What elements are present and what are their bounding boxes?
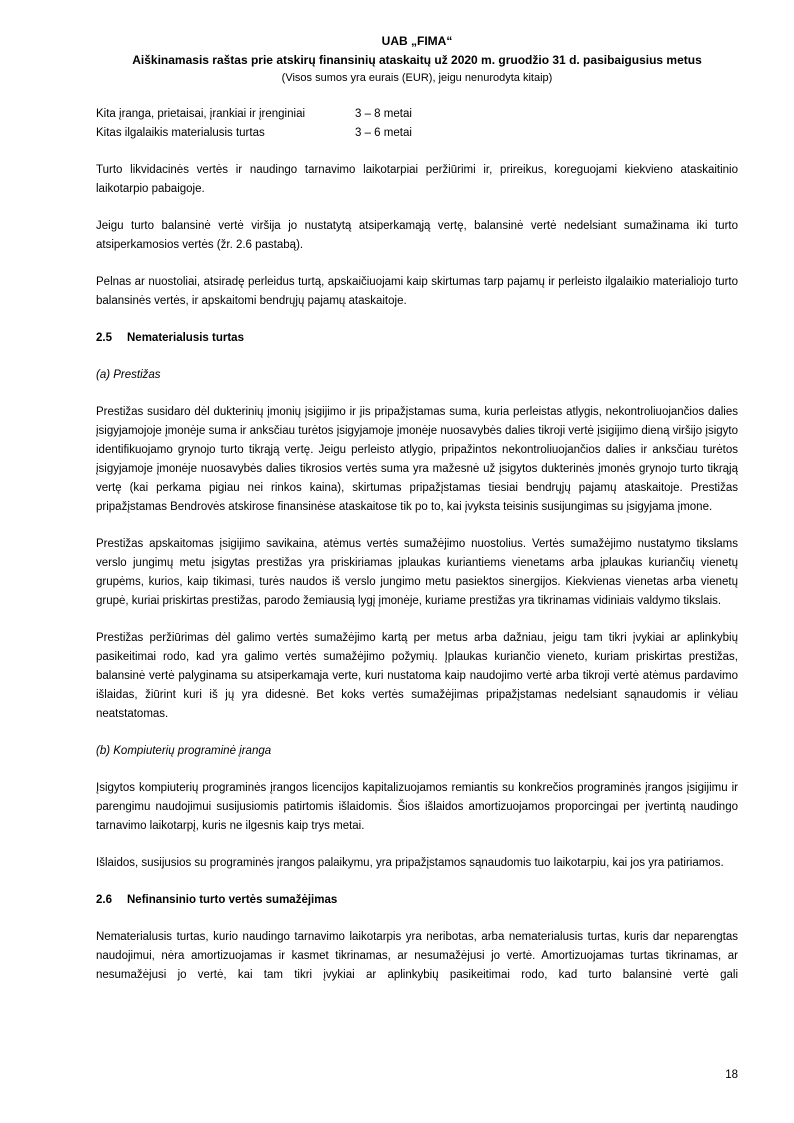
subheading-computer-software: (b) Kompiuterių programinė įranga [96, 745, 272, 757]
useful-life-table [96, 105, 738, 143]
section-heading-2-5 [96, 329, 738, 348]
paragraph-nonfinancial-impairment: Nematerialusis turtas, kurio naudingo tarnavimo laikotarpis yra neribotas, arba nematerialusis turtas, kuris dar neparengtas naudojimui, nėra amortizuojamas ir kasmet tikrinamas, ar nesumažėjusi jo vertė. Amortizuojamas turtas tikrinamas, ar nesumažėjusi jo vertė, kai tam tikri įvykiai ar aplinkybių pasikeitimai rodo, kad turto balansinė vertė gali [96, 931, 738, 981]
paragraph-disposal-gains: Pelnas ar nuostoliai, atsiradę perleidus turtą, apskaičiuojami kaip skirtumas tarp pajamų ir perleisto ilgalaikio materialiojo turto balansinės vertės, ir apskaitomi bendrųjų pajamų ataskaitoje. [96, 276, 738, 307]
page-number: 18 [725, 1069, 738, 1081]
paragraph-liquidation-values: Turto likvidacinės vertės ir naudingo tarnavimo laikotarpiai peržiūrimi ir, prireikus, koreguojami kiekvieno ataskaitinio laikotarpio pabaigoje. [96, 164, 738, 195]
section-number: 2.6 [96, 894, 112, 906]
subheading-goodwill: (a) Prestižas [96, 369, 161, 381]
document-header [96, 32, 738, 87]
company-name: UAB „FIMA“ [381, 34, 453, 48]
useful-life-value: 3 – 6 metai [355, 127, 412, 139]
asset-category-label: Kitas ilgalaikis materialusis turtas [96, 127, 265, 139]
section-title: Nefinansinio turto vertės sumažėjimas [127, 894, 338, 906]
section-number: 2.5 [96, 332, 112, 344]
document-title: Aiškinamasis raštas prie atskirų finansinių ataskaitų už 2020 m. gruodžio 31 d. pasibaigusius metus [132, 53, 702, 67]
table-row [96, 124, 738, 143]
paragraph-carrying-amount: Jeigu turto balansinė vertė viršija jo nustatytą atsiperkamąją vertę, balansinė vertė nedelsiant sumažinama iki turto atsiperkamosios vertės (žr. 2.6 pastabą). [96, 220, 738, 251]
table-row [96, 105, 738, 124]
asset-category-label: Kita įranga, prietaisai, įrankiai ir įrenginiai [96, 108, 306, 120]
paragraph-software-maintenance: Išlaidos, susijusios su programinės įrangos palaikymu, yra pripažįstamos sąnaudomis tuo laikotarpiu, kai jos yra patiriamos. [96, 857, 724, 869]
section-heading-2-6 [96, 891, 738, 910]
section-title: Nematerialusis turtas [127, 332, 244, 344]
paragraph-software-licences: Įsigytos kompiuterių programinės įrangos licencijos kapitalizuojamos remiantis su konkrečios programinės įrangos įsigijimu ir parengimu naudojimui susijusiomis patirtomis išlaidomis. Šios išlaidos amortizuojamos proporcingai per įvertintą naudingo tarnavimo laikotarpį, kuris ne ilgesnis kaip trys metai. [96, 782, 738, 832]
paragraph-goodwill-measurement: Prestižas apskaitomas įsigijimo savikaina, atėmus vertės sumažėjimo nuostolius. Vertės sumažėjimo nustatymo tikslams verslo jungimų metu įsigytas prestižas yra priskiriamas įplaukas kuriantiems vienetams arba įplaukas kuriančių vienetų grupėms, kurios, kaip tikimasi, turės naudos iš verslo jungimo metu pasiektos sinergijos. Kiekvienas vienetas arba vienetų grupė, kuriai priskirtas prestižas, parodo žemiausią lygį įmonėje, kuriame prestižas yra tikrinamas vidiniais valdymo tikslais. [96, 538, 738, 607]
paragraph-goodwill-recognition: Prestižas susidaro dėl dukterinių įmonių įsigijimo ir jis pripažįstamas suma, kuria perleistas atlygis, nekontroliuojančios dalies įsigyjamojoje įmonėje suma ir anksčiau turėtos įsigyjamoje įmonėje nuosavybės dalies tikroji vertė įsigijimo dieną viršijo įsigyto identifikuojamo grynojo turto tikrąją vertę. Jeigu perleisto atlygio, pripažintos nekontroliuojančios dalies ir anksčiau turėtos įsigyjamoje įmonėje nuosavybės dalies tikrosios vertės suma yra mažesnė už įsigytos dukterinės įmonės grynojo turto tikrąją vertę (kai perkama pigiau nei rinkos kaina), skirtumas pripažįstamas tiesiai bendrųjų pajamų ataskaitoje. Prestižas pripažįstamas Bendrovės atskirose finansinėse ataskaitose tik po to, kai įvyksta teisinis susijungimas su įsigyjama įmone. [96, 406, 738, 513]
currency-note: (Visos sumos yra eurais (EUR), jeigu nenurodyta kitaip) [281, 72, 553, 84]
useful-life-value: 3 – 8 metai [355, 108, 412, 120]
paragraph-goodwill-impairment: Prestižas peržiūrimas dėl galimo vertės sumažėjimo kartą per metus arba dažniau, jeigu tam tikri įvykiai ar aplinkybių pasikeitimai rodo, kad yra galimo vertės sumažėjimo požymių. Įplaukas kuriančio vieneto, kuriam priskirtas prestižas, balansinė vertė palyginama su atsiperkamąja verte, kuri nustatoma kaip naudojimo vertė arba tikroji vertė atėmus pardavimo išlaidas, žiūrint kuri iš jų yra didesnė. Bet koks vertės sumažėjimas pripažįstamas nedelsiant sąnaudomis ir vėliau neatstatomas. [96, 632, 738, 720]
